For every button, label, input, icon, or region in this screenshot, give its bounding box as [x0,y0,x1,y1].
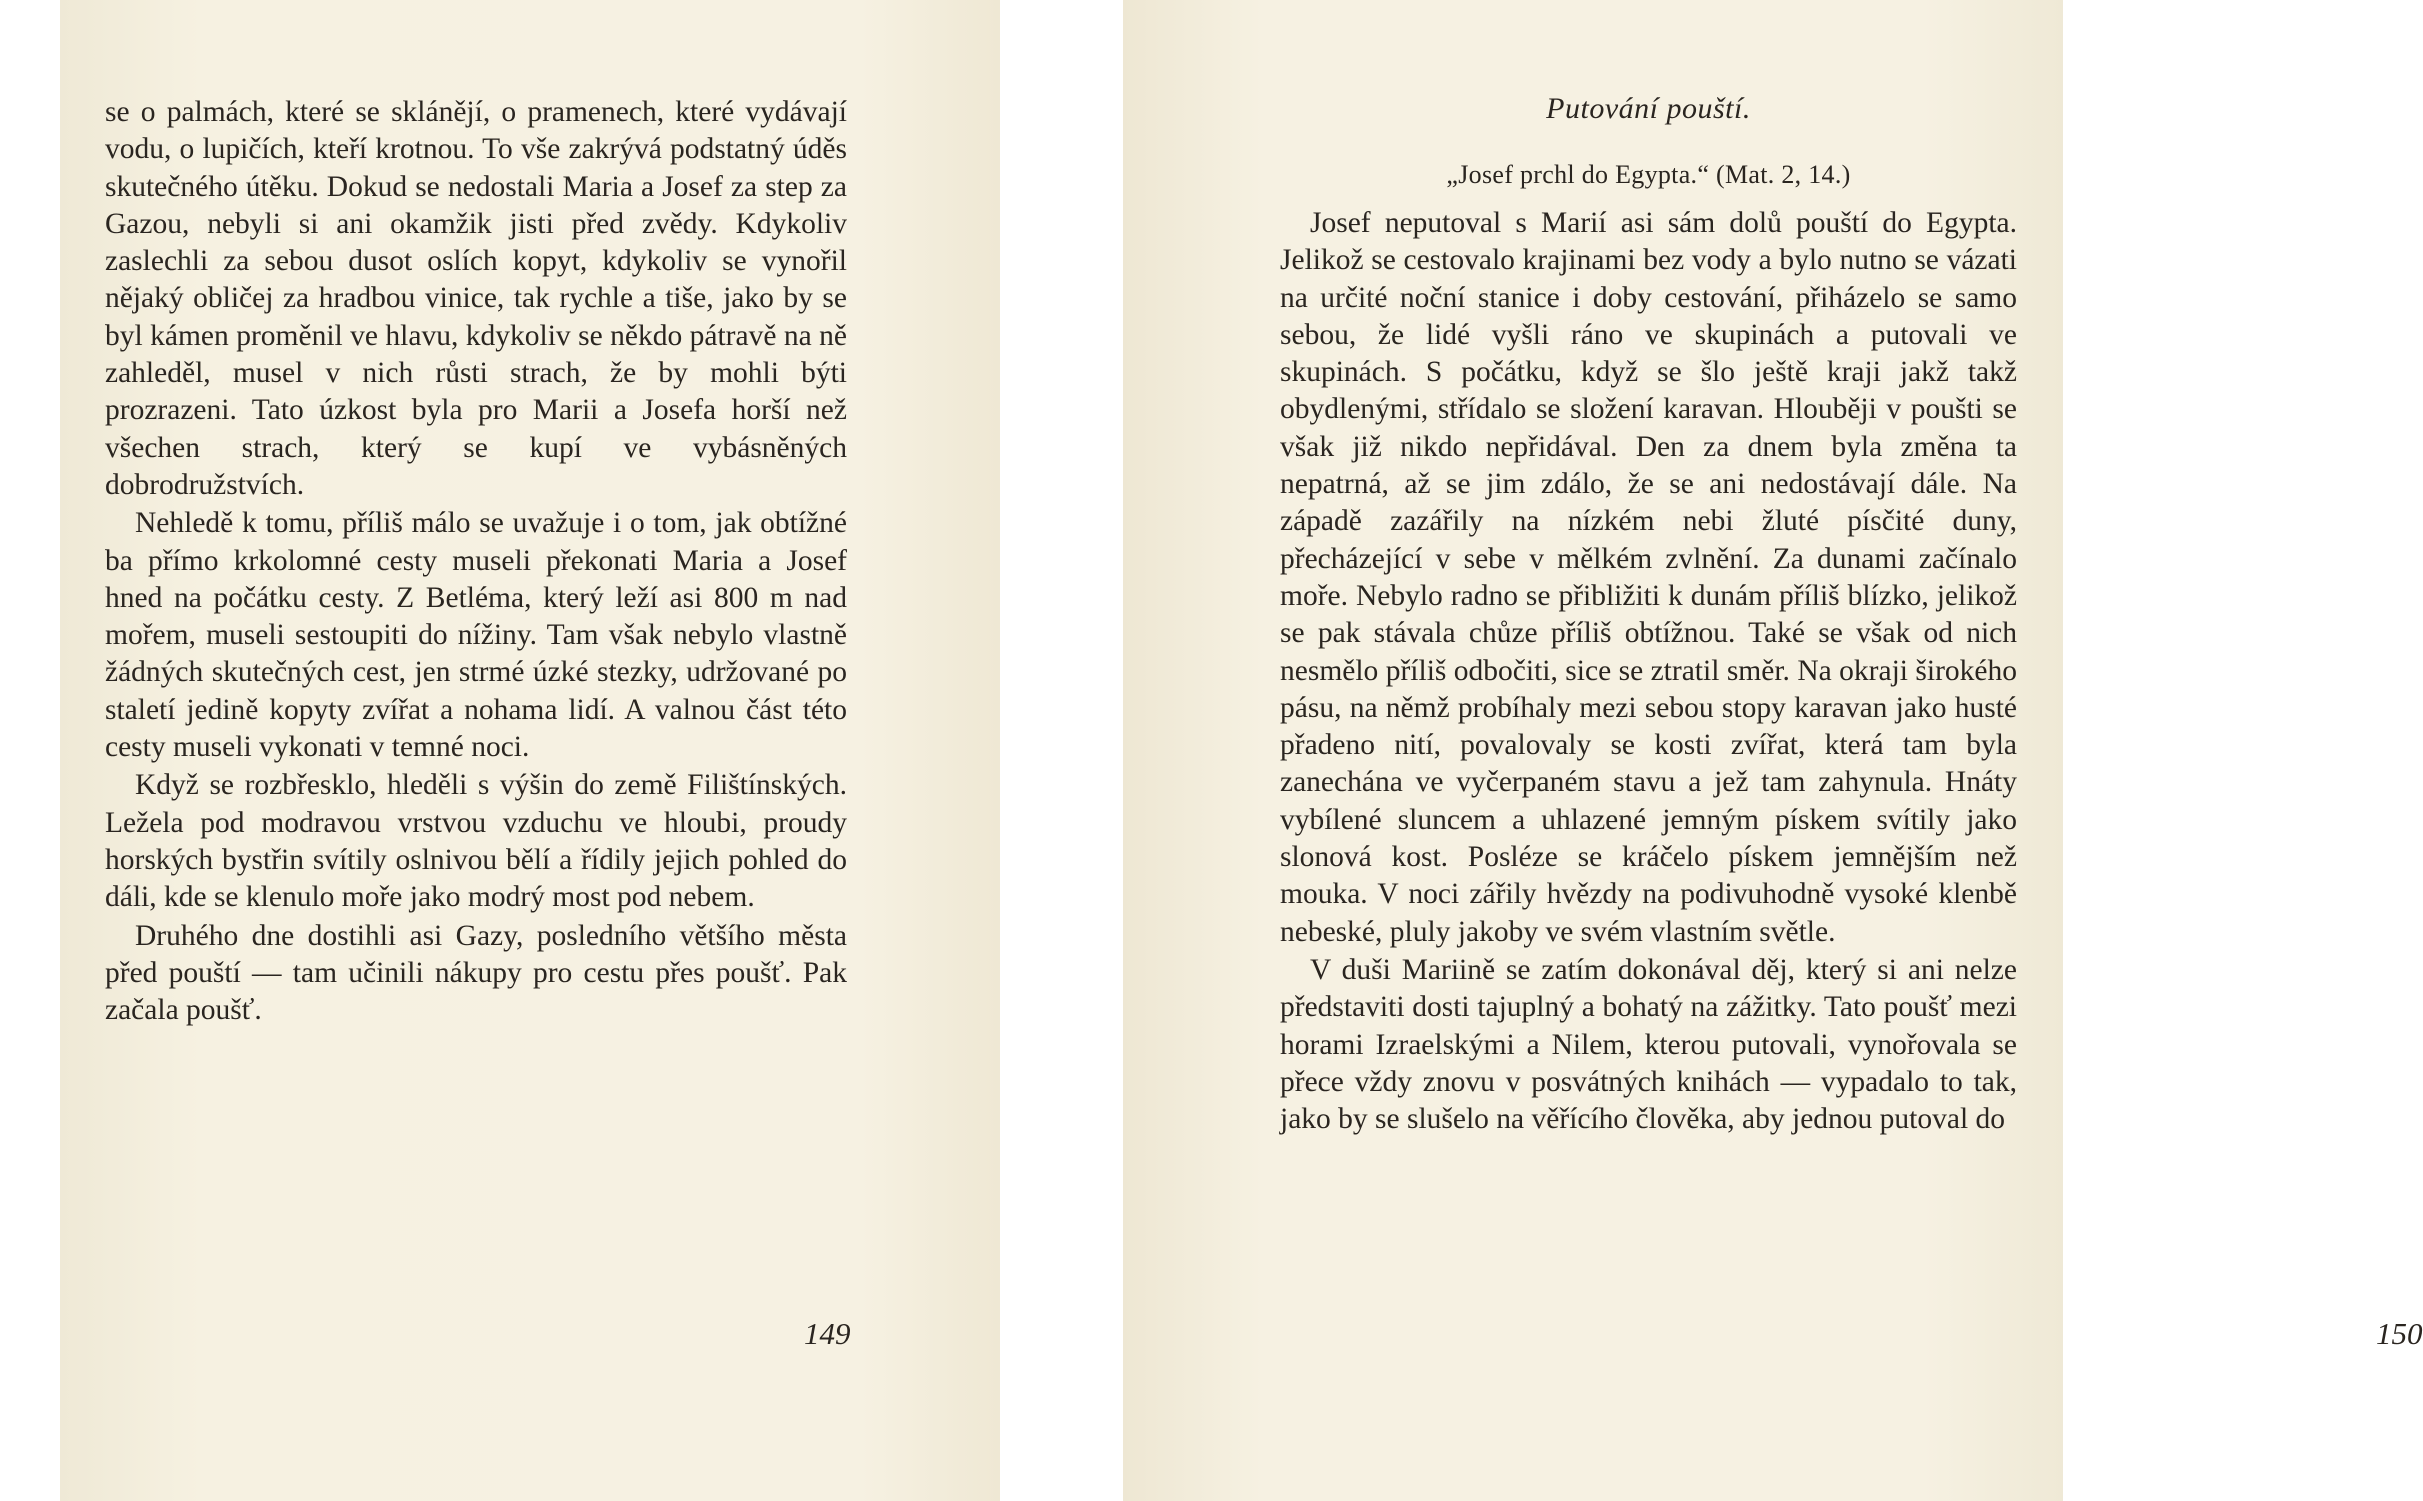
left-paragraph-4: Druhého dne dostihli asi Gazy, posledního většího města před pouští — tam učinili nákupy pro cestu přes poušť. Pak začala poušť. [105,919,847,1027]
epigraph: „Josef prchl do Egypta.“ (Mat. 2, 14.) [1446,160,1851,189]
left-paragraph-1: se o palmách, které se sklánějí, o pramenech, které vydávají vodu, o lupičích, kteří krotnou. To vše zakrývá podstatný úděs skutečného útěku. Dokud se nedostali Maria a Josef za step za Gazou, nebyli si ani okamžik jisti před zvědy. Kdykoliv zaslechli za sebou dusot oslích kopyt, kdykoliv se vynořil nějaký obličej za hradbou vinice, tak rychle a tiše, jako by se byl kámen proměnil ve hlavu, kdykoliv se někdo pátravě na ně zahleděl, musel v nich růsti strach, že by mohli býti prozrazeni. Tato úzkost byla pro Marii a Josefa horší než všechen strach, který se kupí ve vybásněných dobrodružstvích. [105,96,847,501]
chapter-title: Putování pouští. [1546,92,1751,125]
right-page-text [1280,205,2017,1138]
page-number-right: 150 [2376,1316,2423,1351]
right-paragraph-1: Josef neputoval s Marií asi sám dolů pouští do Egypta. Jelikož se cestovalo krajinami bez vody a bylo nutno se vázati na určité noční stanice i doby cestování, přiházelo se samo sebou, že lidé vyšli ráno ve skupinách a putovali ve skupinách. S počátku, když se šlo ještě kraji jakž takž obydlenými, střídalo se složení karavan. Hlouběji v poušti se však již nikdo nepřidával. Den za dnem byla změna ta nepatrná, až se jim zdálo, že se ani nedostávají dále. Na západě zazářily na nízkém nebi žluté písčité duny, přecházející v sebe v mělkém zvlnění. Za dunami začínalo moře. Nebylo radno se přibližiti k dunám příliš blízko, jelikož se pak stávala chůze příliš obtížnou. Také se však od nich nesmělo příliš odbočiti, sice se ztratil směr. Na okraji širokého pásu, na němž probíhaly mezi sebou stopy karavan jako husté přadeno nití, povalovaly se kosti zvířat, která tam byla zanechána ve vyčerpaném stavu a jež tam zahynula. Hnáty vybílené sluncem a uhlazené jemným pískem svítily jako slonová kost. Posléze se kráčelo pískem jemnějším než mouka. V noci zářily hvězdy na podivuhodně vysoké klenbě nebeské, pluly jakoby ve svém vlastním světle. [1280,207,2017,948]
right-page [1123,0,2423,1501]
page-number-left: 149 [804,1316,851,1351]
right-paragraph-2: V duši Mariině se zatím dokonával děj, který si ani nelze představiti dosti tajuplný a bohatý na zážitky. Tato poušť mezi horami Izraelskými a Nilem, kterou putovali, vynořovala se přece vždy znovu v posvátných knihách — vypadalo to tak, jako by se slušelo na věřícího člověka, aby jednou putoval do [1280,953,2017,1136]
left-page-text [105,94,847,1029]
left-paragraph-2: Nehledě k tomu, příliš málo se uvažuje i o tom, jak obtížné ba přímo krkolomné cesty museli překonati Maria a Josef hned na počátku cesty. Z Betléma, který leží asi 800 m nad mořem, museli sestoupiti do nížiny. Tam však nebylo vlastně žádných skutečných cest, jen strmé úzké stezky, udržované po staletí jedině kopyty zvířat a nohama lidí. A valnou část této cesty museli vykonati v temné noci. [105,507,847,764]
left-paragraph-3: Když se rozbřesklo, hleděli s výšin do země Filištínských. Ležela pod modravou vrstvou vzduchu ve hloubi, proudy horských bystřin svítily oslnivou bělí a řídily jejich pohled do dáli, kde se klenulo moře jako modrý most pod nebem. [105,769,847,914]
left-page [60,0,1000,1501]
